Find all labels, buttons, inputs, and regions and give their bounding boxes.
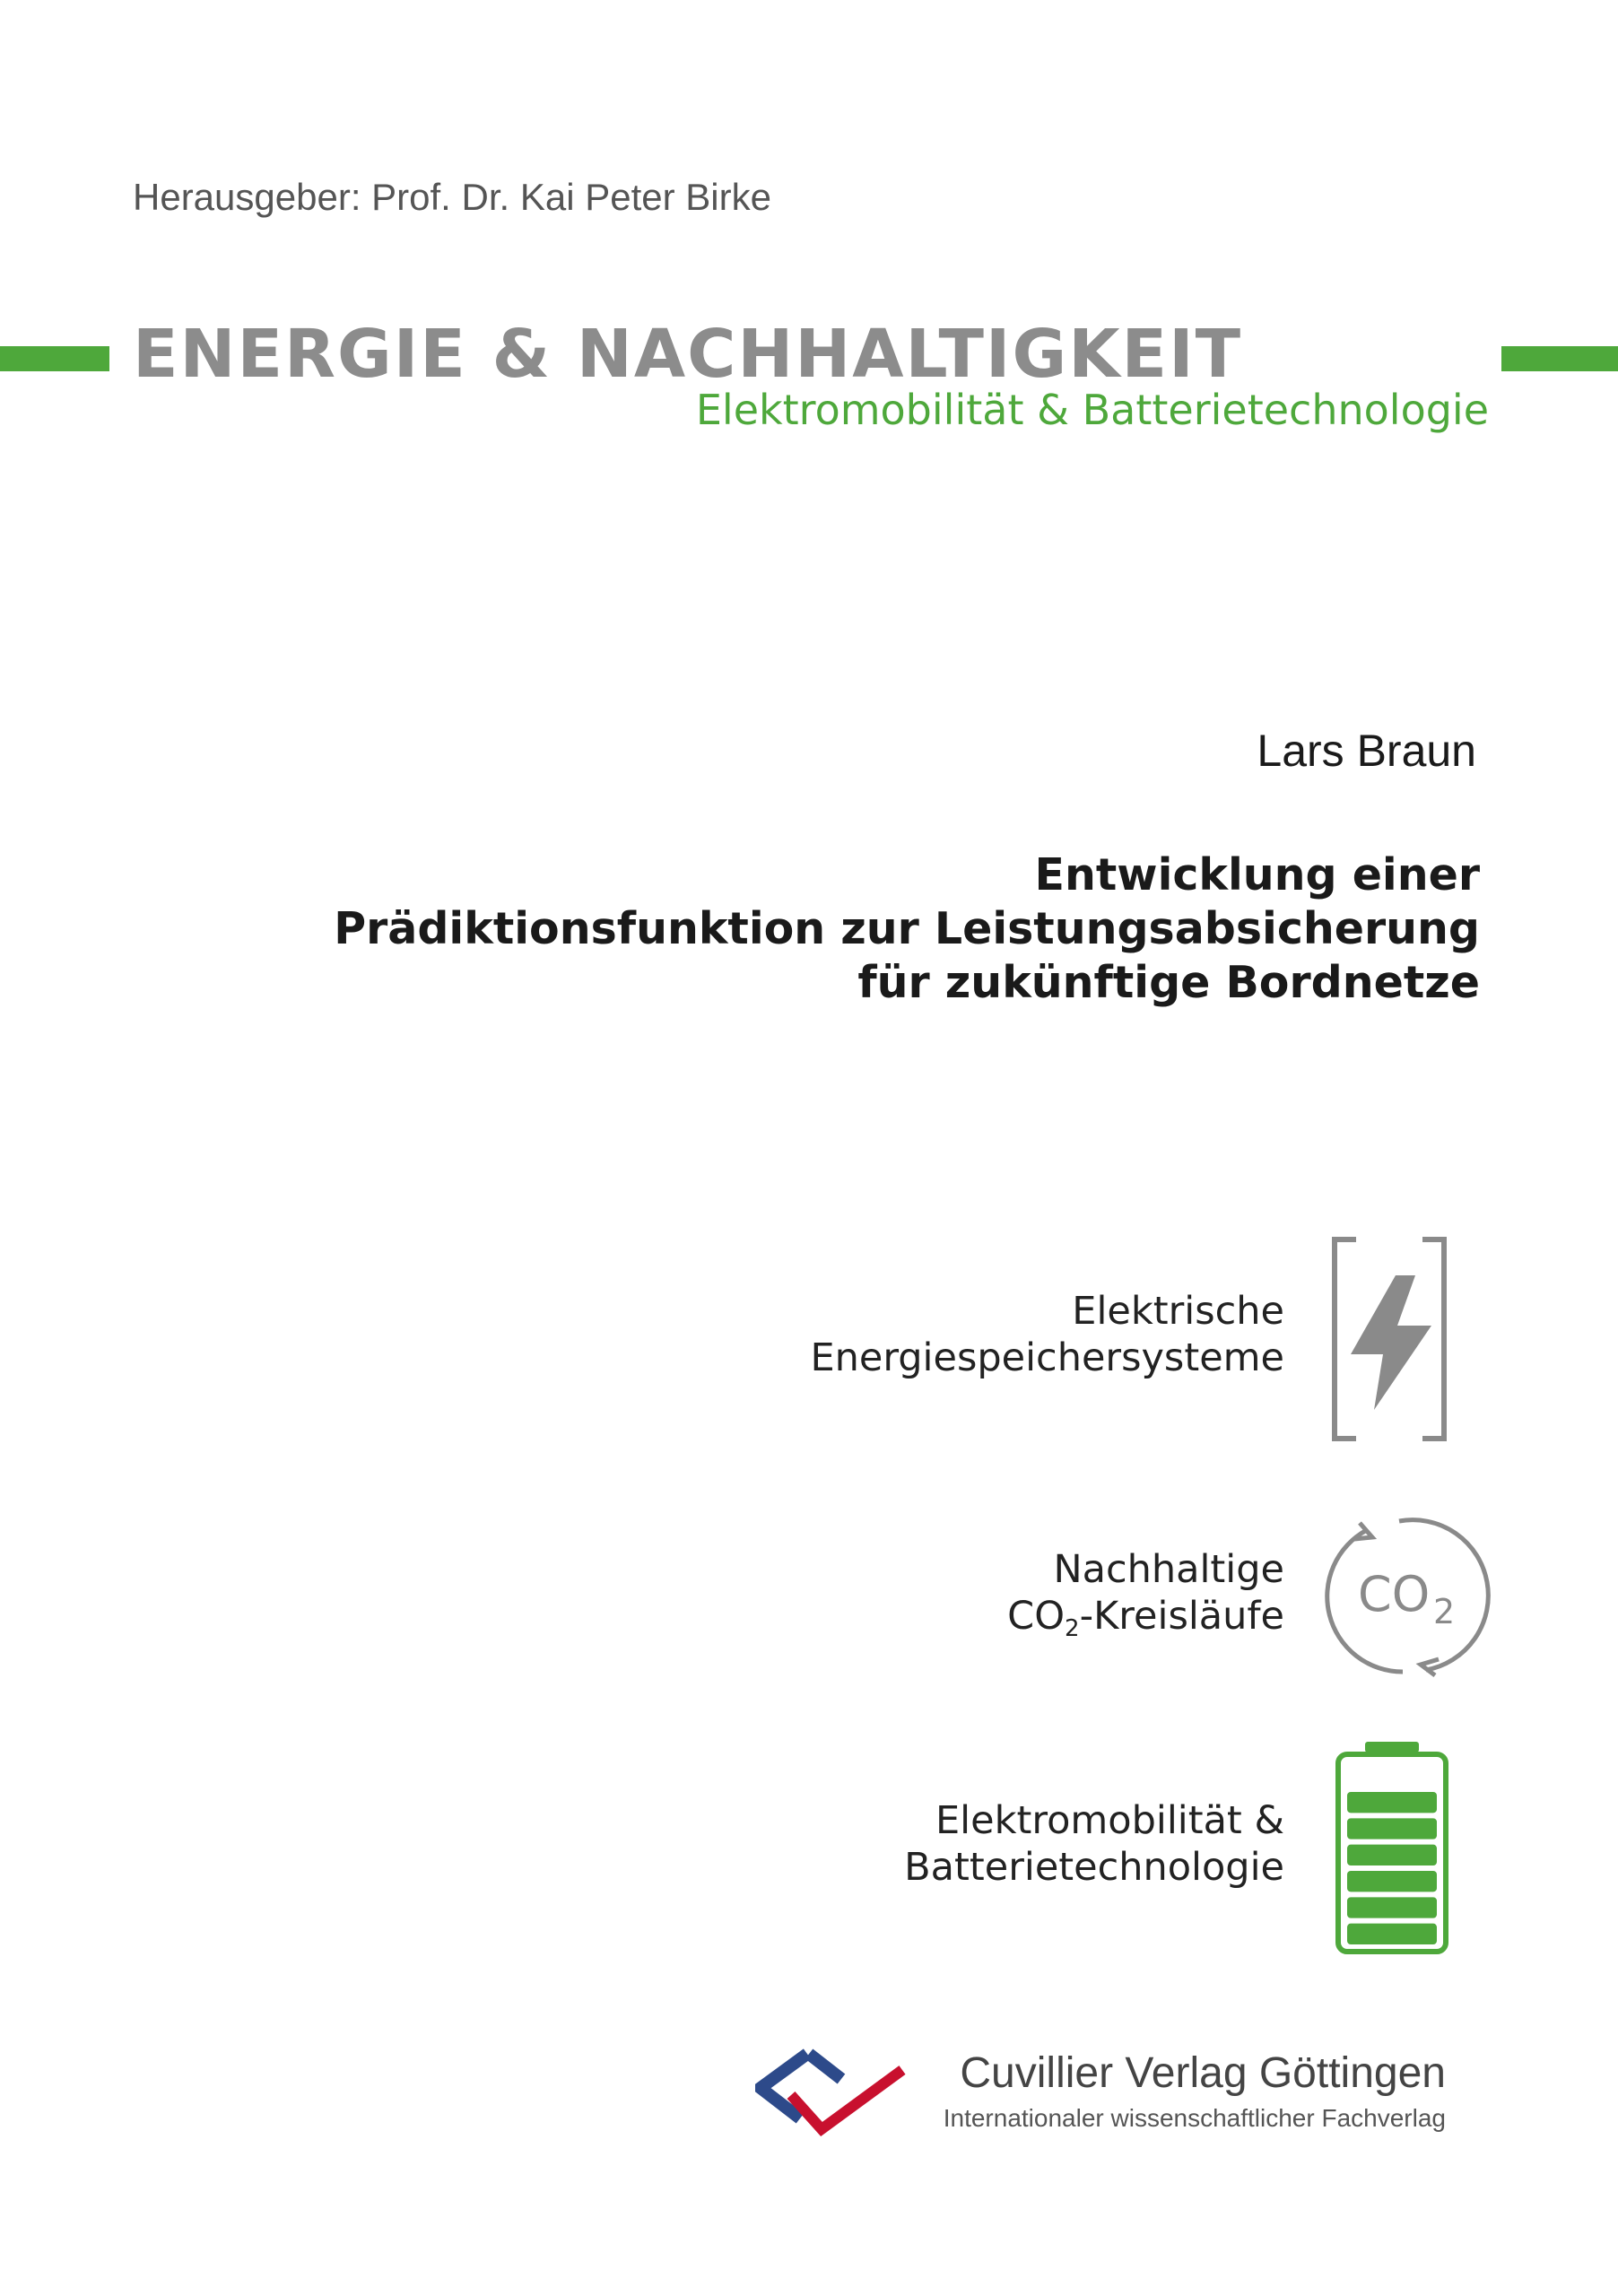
book-title-line-1: Entwicklung einer <box>1034 849 1480 900</box>
battery-cell <box>1347 1871 1437 1892</box>
co2-cycle-icon <box>1313 1507 1492 1686</box>
battery-cell <box>1347 1818 1437 1839</box>
battery-icon <box>1335 1740 1449 1955</box>
publisher-tagline: Internationaler wissenschaftlicher Fachverlag <box>943 2104 1446 2132</box>
theme-energy-storage-line-1: Elektrische <box>1072 1289 1284 1334</box>
theme-emobility-line-2: Batterietechnologie <box>904 1845 1284 1890</box>
co2-icon-label: CO <box>1358 1566 1431 1622</box>
lightning-bolt-icon <box>1331 1236 1448 1442</box>
series-accent-bar-left <box>0 346 109 371</box>
theme-emobility-line-1: Elektromobilität & <box>935 1798 1284 1843</box>
co2-icon-subscript: 2 <box>1433 1592 1456 1631</box>
theme-co2-cycles <box>513 1546 1284 1652</box>
theme-co2-cycles-line-2: $CO_2$-Kreisläufe <box>1007 1594 1284 1642</box>
book-title-line-3: für zukünftige Bordnetze <box>857 957 1480 1008</box>
battery-cells <box>1347 1792 1437 1944</box>
publisher-name: Cuvillier Verlag Göttingen <box>960 2049 1446 2097</box>
book-title-line-2: Prädiktionsfunktion zur Leistungsabsicherung <box>334 903 1480 954</box>
battery-cell <box>1347 1924 1437 1944</box>
theme-energy-storage-line-2: Energiespeichersysteme <box>810 1335 1284 1380</box>
theme-co2-cycles-line-1: Nachhaltige <box>1053 1547 1284 1592</box>
book-title <box>144 848 1480 1010</box>
publisher-logo <box>755 2048 908 2138</box>
series-editor: Herausgeber: Prof. Dr. Kai Peter Birke <box>133 176 771 218</box>
theme-energy-storage <box>513 1288 1284 1381</box>
series-subtitle: Elektromobilität & Batterietechnologie <box>695 386 1489 434</box>
battery-cell <box>1347 1792 1437 1813</box>
theme-emobility <box>513 1797 1284 1891</box>
battery-cell <box>1347 1897 1437 1918</box>
series-accent-bar-right <box>1501 346 1618 371</box>
book-author: Lars Braun <box>1257 726 1476 776</box>
battery-cell <box>1347 1845 1437 1866</box>
series-title: ENERGIE & NACHHALTIGKEIT <box>133 316 1243 393</box>
